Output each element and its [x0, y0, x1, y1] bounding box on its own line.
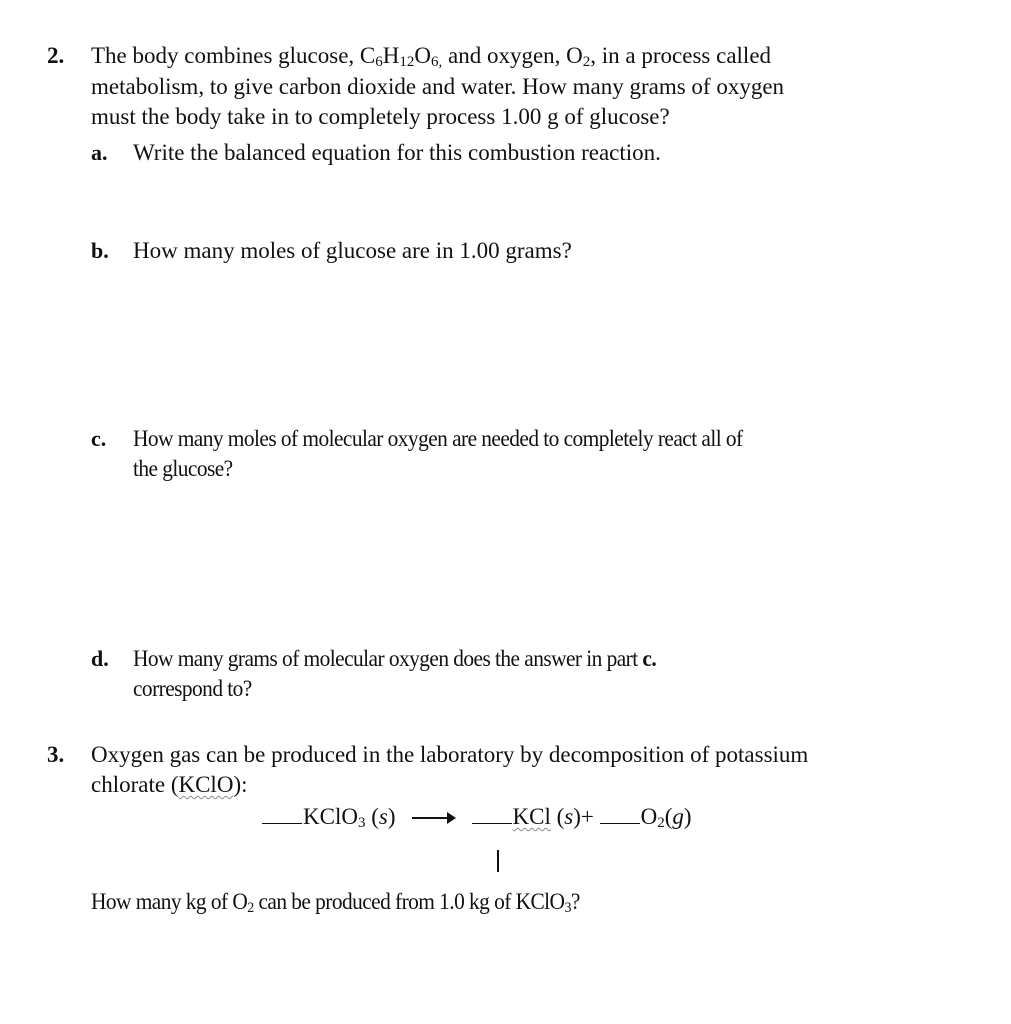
product1-state: s: [564, 804, 574, 829]
question-3-line-1: Oxygen gas can be produced in the laboratory by decomposition of potassium: [91, 742, 809, 767]
q3-prompt-sub1: 2: [247, 900, 254, 916]
part-d-ref: c.: [642, 646, 657, 671]
part-d-line-2: correspond to?: [133, 676, 252, 701]
part-d-line-1: [133, 644, 656, 674]
reactant-sub: 3: [357, 815, 366, 831]
reactant-coefficient-blank[interactable]: [262, 805, 302, 824]
part-c-line-1: How many moles of molecular oxygen are needed to completely react all of: [133, 426, 743, 451]
part-c-line-2: the glucose?: [133, 456, 233, 481]
q2-text-h: H: [382, 43, 400, 68]
question-3-prompt: [91, 887, 580, 917]
q2-sub-o: 6,: [431, 54, 443, 70]
q3-prompt-a: How many kg of O: [91, 889, 248, 914]
question-2-line-2: metabolism, to give carbon dioxide and water. How many grams of oxygen: [91, 74, 785, 99]
part-a-text: Write the balanced equation for this combustion reaction.: [133, 140, 661, 165]
question-2-line-3: must the body take in to completely process 1.00 g of glucose?: [91, 104, 670, 129]
q2-text-a: The body combines glucose, C: [91, 43, 376, 68]
q3-prompt-b: can be produced from 1.0 kg of KClO: [253, 889, 565, 914]
q2-text-o: O: [414, 43, 432, 68]
product2-state: g: [672, 804, 684, 829]
q2-text-oxygen: and oxygen, O: [442, 43, 583, 68]
question-2-number: 2.: [47, 43, 65, 68]
product1-coefficient-blank[interactable]: [472, 805, 512, 824]
q3-chlorate-close: ):: [233, 772, 248, 797]
question-3-number: 3.: [47, 742, 65, 767]
part-a-label: a.: [91, 140, 108, 165]
product2-sub: 2: [657, 815, 665, 831]
q3-chlorate-text: chlorate (: [91, 772, 179, 797]
text-cursor: [497, 850, 499, 872]
part-d-label: d.: [91, 646, 109, 671]
q2-sub-c: 6: [375, 54, 383, 70]
product2-coefficient-blank[interactable]: [600, 805, 640, 824]
product2-formula: O: [640, 804, 658, 829]
reactant-state: s: [378, 804, 388, 829]
q3-chlorate-formula: KClO: [178, 772, 234, 797]
question-2-line-1: [91, 41, 771, 71]
q2-text-end: , in a process called: [590, 43, 772, 68]
part-d-text: How many grams of molecular oxygen does the answer in part: [133, 646, 643, 671]
reaction-arrow-icon: [412, 817, 454, 819]
question-3-line-2: [91, 770, 248, 800]
reactant-formula: KClO: [303, 804, 358, 829]
part-c-label: c.: [91, 426, 107, 451]
q2-sub-h: 12: [399, 54, 415, 70]
plus-sign: +: [580, 804, 594, 829]
part-b-label: b.: [91, 238, 109, 263]
q3-prompt-sub2: 3: [564, 900, 571, 916]
q3-prompt-end: ?: [570, 889, 580, 914]
product1-formula: KCl: [512, 804, 551, 829]
reaction-equation: KClO$_3$ (s) KCl $(s)+ O_2(g)$: [262, 802, 692, 832]
part-b-text: How many moles of glucose are in 1.00 grams?: [133, 238, 572, 263]
q2-sub-o2: 2: [582, 54, 591, 70]
